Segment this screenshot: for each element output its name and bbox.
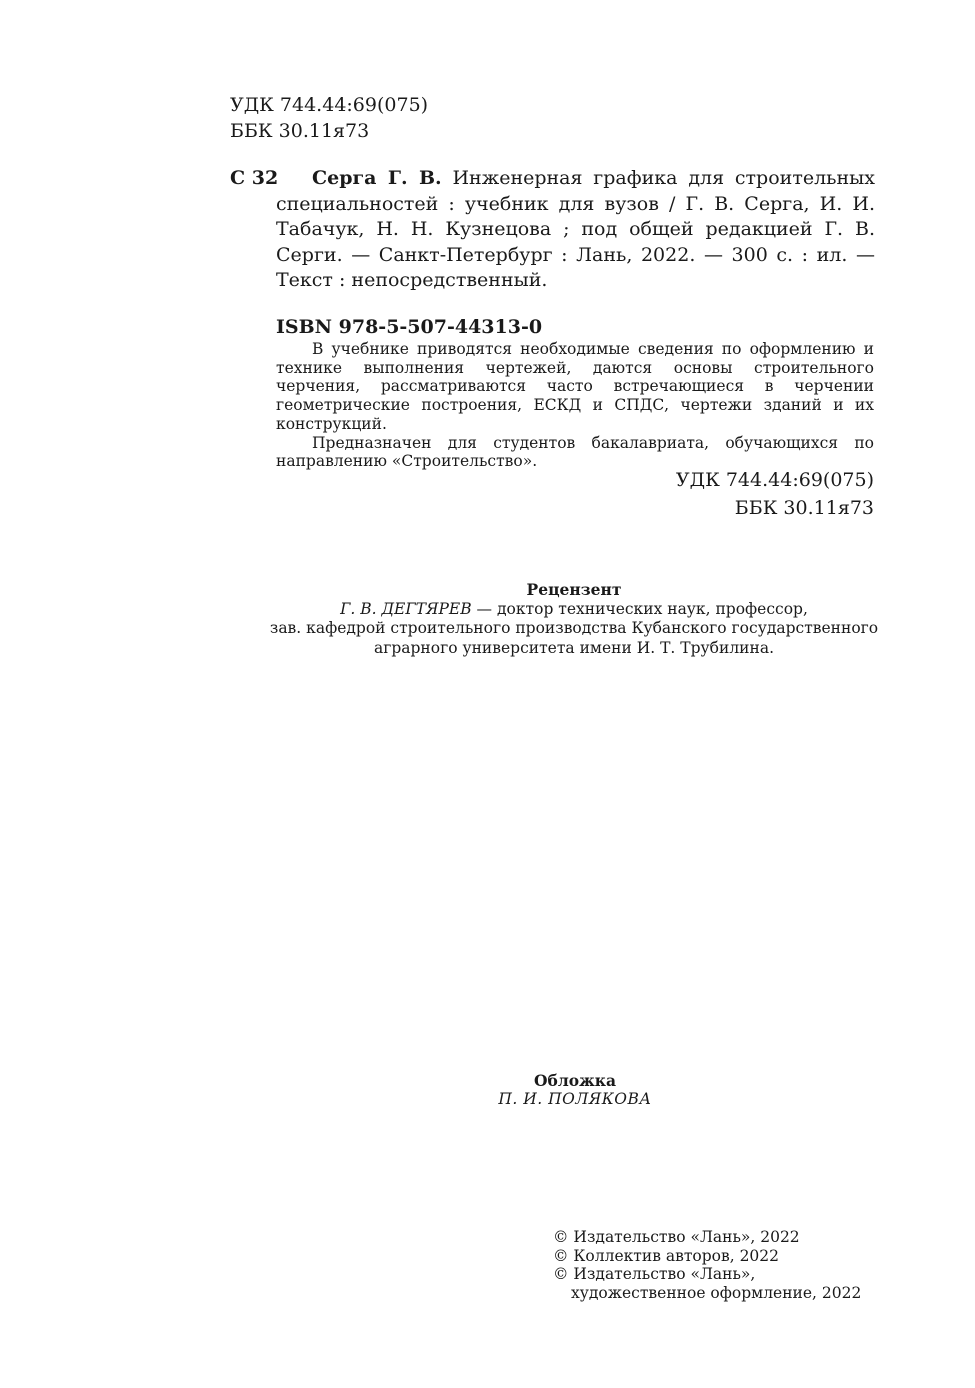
copyright-line: © Издательство «Лань», 2022 xyxy=(553,1228,800,1246)
bbk-code: ББК 30.11я73 xyxy=(734,497,874,519)
annotation-paragraph: В учебнике приводятся необходимые сведения по оформлению и технике выполнения чертежей, даются основы строительного черчения, рассматриваются часто встречающиеся в черчении геометрические построения, ЕСКД и СПДС, чертежи зданий и их конструкций. xyxy=(276,340,874,433)
udk-code: УДК 744.44:69(075) xyxy=(675,469,874,491)
bibliographic-description xyxy=(276,166,875,294)
reviewer-name: Г. В. ДЕГТЯРЕВ xyxy=(340,599,472,618)
author-name: Серга Г. В. xyxy=(312,167,442,189)
udk-code: УДК 744.44:69(075) xyxy=(230,94,429,116)
copyright-line: художественное оформление, 2022 xyxy=(571,1283,862,1302)
udk-bbk-footer xyxy=(676,466,874,522)
isbn: ISBN 978-5-507-44313-0 xyxy=(276,316,543,338)
bibliographic-entry xyxy=(230,166,875,294)
reviewer-affiliation: аграрного университета имени И. Т. Трубилина. xyxy=(373,638,775,657)
author-sign: С 32 xyxy=(230,167,279,189)
copyright-block xyxy=(553,1228,861,1302)
reviewer-heading: Рецензент xyxy=(526,580,622,599)
copyright-line: © Издательство «Лань», xyxy=(553,1265,756,1283)
reviewer-block xyxy=(230,580,918,658)
copyright-line: © Коллектив авторов, 2022 xyxy=(553,1246,780,1265)
cover-heading: Обложка xyxy=(534,1071,616,1090)
reviewer-position: зав. кафедрой строительного производства Кубанского государственного xyxy=(269,619,879,637)
reviewer-line xyxy=(230,600,918,620)
reviewer-title: — доктор технических наук, профессор, xyxy=(471,599,808,618)
cover-designer: П. И. ПОЛЯКОВА xyxy=(498,1090,652,1108)
annotation-paragraph: Предназначен для студентов бакалавриата, обучающихся по направлению «Строительство». xyxy=(276,433,874,471)
annotation xyxy=(276,340,874,471)
udk-bbk-header xyxy=(230,92,428,144)
cover-credit xyxy=(420,1072,730,1108)
bbk-code: ББК 30.11я73 xyxy=(230,120,370,142)
description-text: Инженерная графика для строительных специальностей : учебник для вузов / Г. В. Серга, И. И. Табачук, Н. Н. Кузнецова ; под общей редакцией Г. В. Серги. — Санкт-Петербург : Лань, 2022. — 300 с. : ил. — Текст : непосредственный. xyxy=(276,167,875,291)
